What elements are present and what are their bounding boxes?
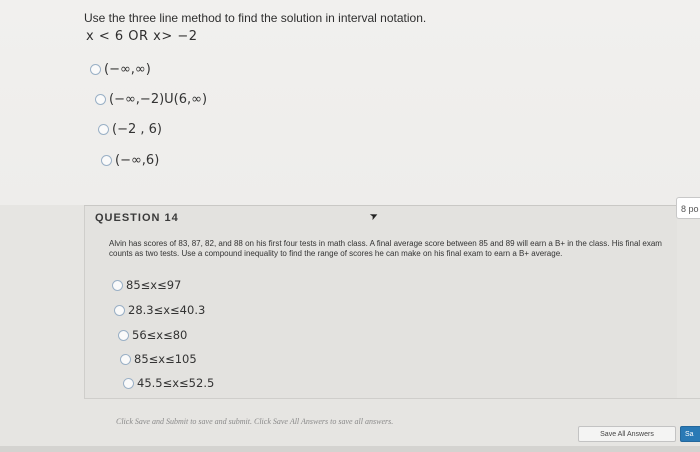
- radio-icon[interactable]: [118, 330, 129, 341]
- answer-option[interactable]: [114, 303, 205, 317]
- answer-option[interactable]: [98, 122, 162, 137]
- answer-option[interactable]: [123, 376, 214, 390]
- answer-option-label: 56≤x≤80: [132, 328, 188, 342]
- mouse-cursor-icon: ➤: [368, 209, 381, 224]
- question-condition: x < 6 OR x> −2: [86, 29, 198, 44]
- question-number: QUESTION 14: [95, 212, 179, 224]
- answer-option-label: 85≤x≤97: [126, 278, 182, 292]
- answer-option[interactable]: [112, 278, 181, 292]
- answer-option-label: 28.3≤x≤40.3: [128, 303, 206, 317]
- answer-option-label: 85≤x≤105: [134, 352, 197, 366]
- radio-icon[interactable]: [114, 305, 125, 316]
- footer-hint: Click Save and Submit to save and submit. Click Save All Answers to save all answers.: [116, 417, 394, 426]
- answer-option[interactable]: [101, 153, 159, 168]
- save-and-submit-button[interactable]: Sa: [680, 426, 700, 442]
- answer-option-label: (−2 , 6): [112, 122, 162, 137]
- radio-icon[interactable]: [98, 124, 109, 135]
- radio-icon[interactable]: [120, 354, 131, 365]
- question-panel: [84, 206, 677, 398]
- footer-divider: [84, 398, 700, 399]
- question-instruction: Use the three line method to find the solution in interval notation.: [84, 11, 427, 25]
- radio-icon[interactable]: [90, 64, 101, 75]
- radio-icon[interactable]: [101, 155, 112, 166]
- answer-option[interactable]: [118, 328, 187, 342]
- radio-icon[interactable]: [112, 280, 123, 291]
- answer-option-label: (−∞,6): [115, 153, 160, 168]
- problem-text: Alvin has scores of 83, 87, 82, and 88 on his first four tests in math class. A final average score between 85 and 89 will earn a B+ in the class. His final exam counts as two tests. Use a compound inequality to find the range of scores he can make on his final exam to earn a B+ average.: [109, 239, 662, 258]
- answer-option[interactable]: [90, 62, 151, 77]
- points-badge: 8 po: [676, 197, 700, 219]
- answer-option-label: (−∞,∞): [104, 62, 151, 77]
- answer-option[interactable]: [95, 92, 207, 107]
- save-all-answers-button[interactable]: Save All Answers: [578, 426, 676, 442]
- answer-option-label: (−∞,−2)U(6,∞): [109, 92, 208, 107]
- radio-icon[interactable]: [123, 378, 134, 389]
- answer-option[interactable]: [120, 352, 197, 366]
- radio-icon[interactable]: [95, 94, 106, 105]
- answer-option-label: 45.5≤x≤52.5: [137, 376, 215, 390]
- bottom-edge: [0, 446, 700, 452]
